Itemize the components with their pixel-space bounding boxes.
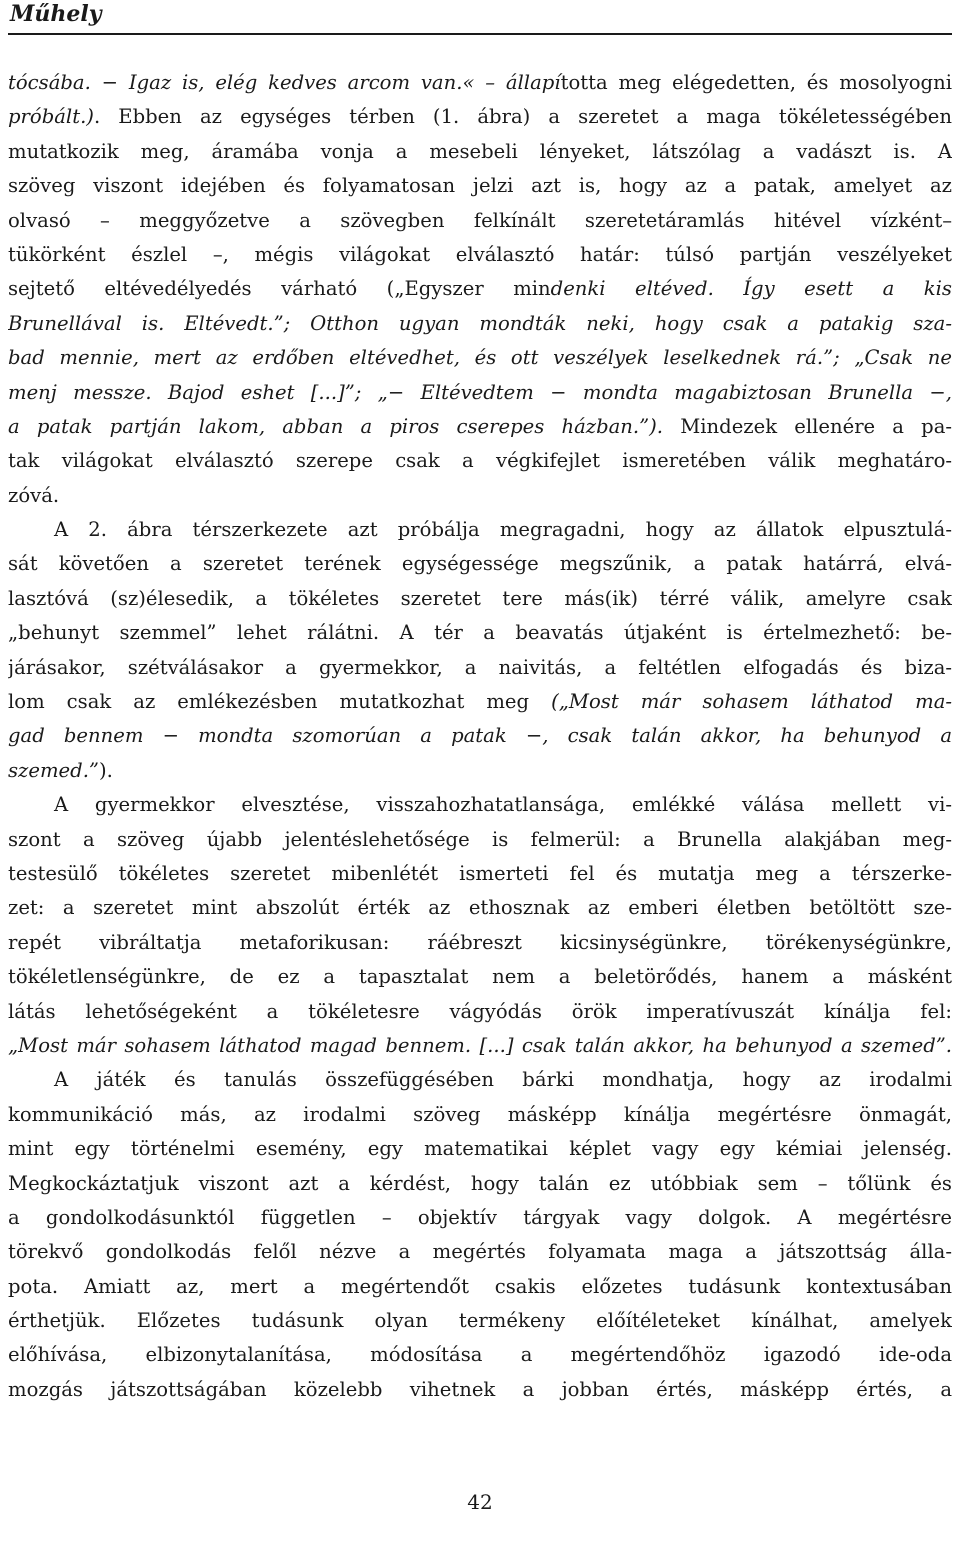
text-line: gad bennem − mondta szomorúan a patak −, csak talán akkor, ha behunyod a xyxy=(8,724,952,748)
text-line: érthetjük. Előzetes tudásunk olyan termékeny előítéleteket kínálhat, amelyek xyxy=(8,1309,952,1333)
text-line: a gondolkodásunktól független – objektív tárgyak vagy dolgok. A megértésre xyxy=(8,1205,952,1229)
text-line: mozgás játszottságában közelebb vihetnek a jobban értés, másképp értés, a xyxy=(8,1377,952,1401)
text-line: pota. Amiatt az, mert a megértendőt csakis előzetes tudásunk kontextusában xyxy=(8,1274,952,1298)
text-line: A gyermekkor elvesztése, visszahozhatatlansága, emlékké válása mellett vi- xyxy=(54,793,952,817)
section-title: Műhely xyxy=(10,1,102,27)
text-line: bad mennie, mert az erdőben eltévedhet, és ott veszélyek leselkednek rá.”; „Csak ne xyxy=(8,346,952,370)
running-header xyxy=(8,0,952,36)
text-line: kommunikáció más, az irodalmi szöveg másképp kínálja megértésre önmagát, xyxy=(8,1102,952,1126)
text-line: tükörként észlel –, mégis világokat elválasztó határ: túlsó partján veszélyeket xyxy=(8,242,952,266)
text-line: repét vibráltatja metaforikusan: ráébreszt kicsinységünkre, törékenységünkre, xyxy=(8,930,952,954)
page-number: 42 xyxy=(467,1490,493,1514)
text-line: látás lehetőségeként a tökéletesre vágyódás örök imperatívuszát kínálja fel: xyxy=(8,999,952,1023)
text-line: A 2. ábra térszerkezete azt próbálja megragadni, hogy az állatok elpusztulá- xyxy=(54,518,952,542)
text-line: szont a szöveg újabb jelentéslehetősége is felmerül: a Brunella alakjában meg- xyxy=(8,827,952,851)
text-line: „behunyt szemmel” lehet rálátni. A tér a beavatás útjaként is értelmezhető: be- xyxy=(8,621,952,645)
text-line: szemed.”). xyxy=(8,758,113,782)
text-line: törekvő gondolkodás felől nézve a megértés folyamata maga a játszottság álla- xyxy=(8,1240,952,1264)
text-line: sejtető eltévedélyedés várható („Egyszer mindenki eltéved. Így esett a kis xyxy=(8,277,952,301)
header-divider xyxy=(8,33,952,35)
text-line: menj messze. Bajod eshet [...]”; „− Eltévedtem − mondta magabiztosan Brunella −, xyxy=(8,380,952,404)
text-line: zóvá. xyxy=(8,483,60,507)
text-line: mint egy történelmi esemény, egy matematikai képlet vagy egy kémiai jelenség. xyxy=(8,1137,952,1161)
text-line: olvasó – meggyőzetve a szövegben felkínált szeretetáramlás hitével vízként– xyxy=(8,208,952,232)
text-line: tökéletlenségünkre, de ez a tapasztalat nem a beletörődés, hanem a másként xyxy=(8,965,952,989)
text-line: lom csak az emlékezésben mutatkozhat meg („Most már sohasem láthatod ma- xyxy=(8,690,952,714)
text-line: Megkockáztatjuk viszont azt a kérdést, hogy talán ez utóbbiak sem – tőlünk és xyxy=(8,1171,952,1195)
text-line: testesülő tökéletes szeretet mibenlétét ismerteti fel és mutatja meg a térszerke- xyxy=(8,861,952,885)
text-line: járásakor, szétválásakor a gyermekkor, a naivitás, a feltétlen elfogadás és biza- xyxy=(8,655,952,679)
article-body xyxy=(8,66,952,1407)
text-line: próbált.). Ebben az egységes térben (1. ábra) a szeretet a maga tökéletességében xyxy=(8,105,952,129)
text-line: tak világokat elválasztó szerepe csak a végkifejlet ismeretében válik meghatáro- xyxy=(8,449,952,473)
text-line: „Most már sohasem láthatod magad bennem. [...] csak talán akkor, ha behunyod a szemed”. xyxy=(8,1033,952,1057)
text-line: tócsába. − Igaz is, elég kedves arcom van.« – állapította meg elégedetten, és mosolyogni xyxy=(8,71,952,94)
text-line: mutatkozik meg, áramába vonja a mesebeli lényeket, látszólag a vadászt is. A xyxy=(8,139,952,163)
text-line: Brunellával is. Eltévedt.”; Otthon ugyan mondták neki, hogy csak a patakig sza- xyxy=(8,311,952,335)
text-line: zet: a szeretet mint abszolút érték az ethosznak az emberi életben betöltött sze- xyxy=(8,896,952,920)
text-line: sát követően a szeretet terének egységessége megszűnik, a patak határrá, elvá- xyxy=(8,552,952,576)
text-line: a patak partján lakom, abban a piros cserepes házban.”). Mindezek ellenére a pa- xyxy=(8,414,952,438)
text-line: szöveg viszont idejében és folyamatosan jelzi azt is, hogy az a patak, amelyet az xyxy=(8,174,952,198)
text-line: A játék és tanulás összefüggésében bárki mondhatja, hogy az irodalmi xyxy=(54,1068,952,1092)
text-line: lasztóvá (sz)élesedik, a tökéletes szeretet tere más(ik) térré válik, amelyre csak xyxy=(8,586,952,610)
text-line: előhívása, elbizonytalanítása, módosítása a megértendőhöz igazodó ide-oda xyxy=(8,1343,952,1367)
